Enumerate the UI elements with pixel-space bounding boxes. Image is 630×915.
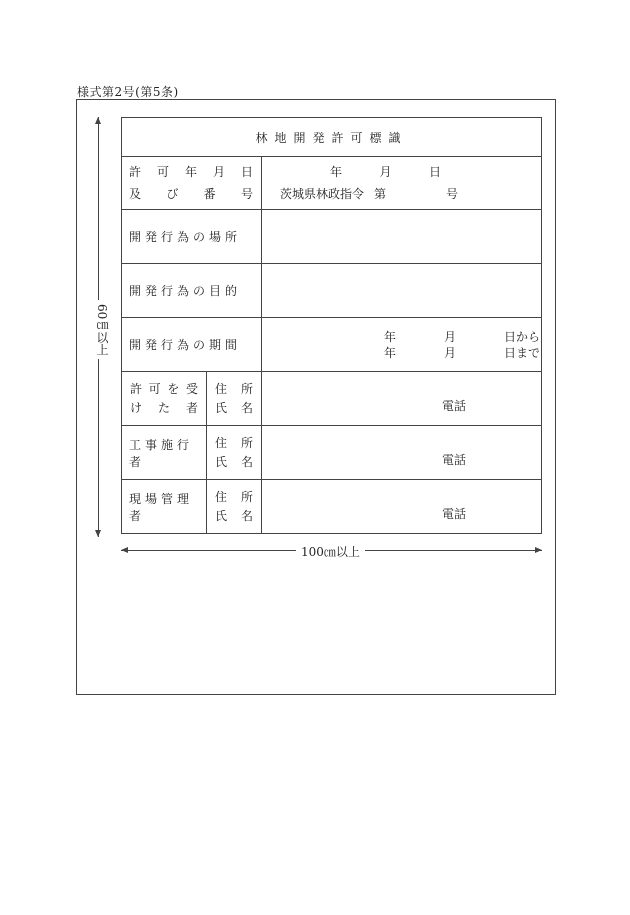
purpose-value[interactable] (262, 264, 542, 318)
width-dimension-label: 100㎝以上 (296, 543, 365, 560)
arrow-right-icon (535, 547, 542, 553)
location-value[interactable] (262, 210, 542, 264)
permit-holder-value[interactable] (262, 372, 542, 426)
sign-title: 林地開発許可標識 (122, 118, 542, 157)
site-manager-label: 現場管理者 (122, 480, 207, 534)
location-label: 開発行為の場所 (122, 210, 262, 264)
period-from: 年 月 日から (384, 329, 541, 344)
period-label: 開発行為の期間 (122, 318, 262, 372)
permit-date-number-label: 許 可 年 月 日 及 び 番 号 (122, 157, 262, 210)
contractor-label: 工事施行者 (122, 426, 207, 480)
site-manager-phone-label: 電話 (442, 507, 467, 521)
period-to: 年 月 日まで (384, 345, 541, 360)
permit-holder-field-labels: 住 所 氏 名 (207, 372, 262, 426)
height-dimension-label: 60㎝以上 (87, 300, 111, 359)
permit-date-field: 年 月 日 (330, 165, 441, 179)
arrow-down-icon (95, 530, 101, 537)
permit-holder-phone-label: 電話 (442, 399, 467, 413)
form-caption: 様式第2号(第5条) (77, 85, 179, 99)
contractor-field-labels: 住 所 氏 名 (207, 426, 262, 480)
arrow-up-icon (95, 117, 101, 124)
site-manager-field-labels: 住 所 氏 名 (207, 480, 262, 534)
contractor-phone-label: 電話 (442, 453, 467, 467)
contractor-value[interactable] (262, 426, 542, 480)
permit-holder-label: 許 可 を 受 け た 者 (122, 372, 207, 426)
permit-number-field: 茨城県林政指令 第 号 (280, 187, 459, 201)
period-value[interactable] (262, 318, 542, 372)
arrow-left-icon (121, 547, 128, 553)
purpose-label: 開発行為の目的 (122, 264, 262, 318)
permit-date-number-value[interactable] (262, 157, 542, 210)
sign-table (121, 117, 542, 534)
site-manager-value[interactable] (262, 480, 542, 534)
